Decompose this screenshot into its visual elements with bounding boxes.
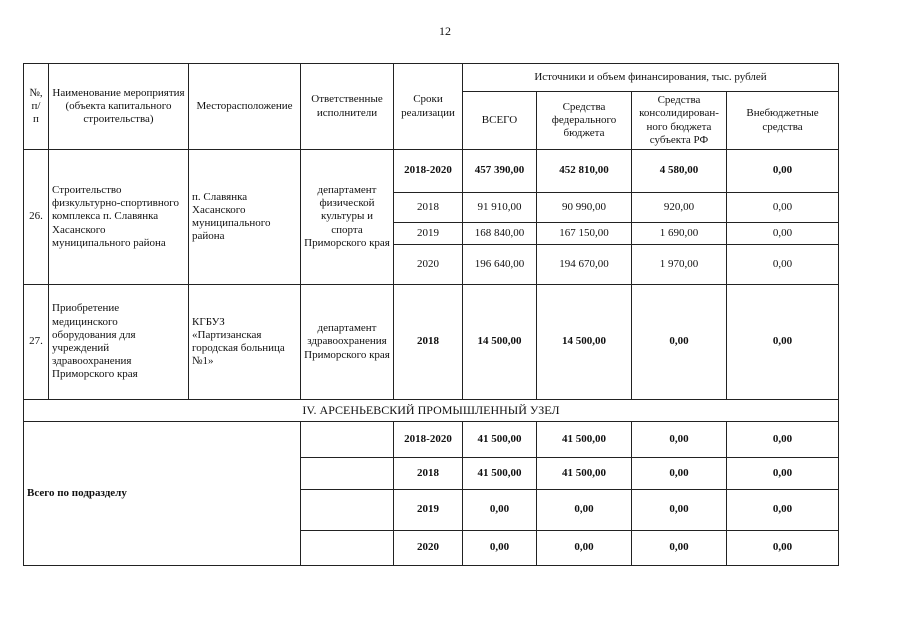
subtotal-consolidated: 0,00 [632, 531, 727, 566]
subtotal-total: 0,00 [463, 531, 537, 566]
subtotal-federal: 0,00 [537, 531, 632, 566]
subtotal-federal: 0,00 [537, 490, 632, 531]
row-federal: 194 670,00 [537, 245, 632, 285]
subtotal-extra: 0,00 [727, 531, 839, 566]
header-name: Наименование мероприятия (объекта капитального строительства) [49, 64, 189, 150]
subtotal-consolidated: 0,00 [632, 458, 727, 490]
row-total: 168 840,00 [463, 223, 537, 245]
row-total: 91 910,00 [463, 193, 537, 223]
row-num: 26. [24, 150, 49, 285]
row-period: 2020 [394, 245, 463, 285]
row-extra: 0,00 [727, 193, 839, 223]
row-period: 2019 [394, 223, 463, 245]
row-period: 2018 [394, 285, 463, 400]
row-consolidated: 1 690,00 [632, 223, 727, 245]
subtotal-extra: 0,00 [727, 458, 839, 490]
subtotal-label: Всего по подразделу [24, 422, 301, 566]
row-extra: 0,00 [727, 245, 839, 285]
row-name: Приобретение медицинского оборудования для учреждений здравоохранения Приморского края [49, 285, 189, 400]
header-federal: Средства федерального бюджета [537, 92, 632, 150]
section-title: IV. АРСЕНЬЕВСКИЙ ПРОМЫШЛЕННЫЙ УЗЕЛ [24, 400, 839, 422]
section-row [24, 400, 839, 422]
header-responsible: Ответственные исполнители [301, 64, 394, 150]
subtotal-consolidated: 0,00 [632, 422, 727, 458]
subtotal-extra: 0,00 [727, 490, 839, 531]
row-total: 196 640,00 [463, 245, 537, 285]
row-federal: 14 500,00 [537, 285, 632, 400]
subtotal-period: 2018-2020 [394, 422, 463, 458]
subtotal-extra: 0,00 [727, 422, 839, 458]
subtotal-total: 41 500,00 [463, 458, 537, 490]
subtotal-period: 2018 [394, 458, 463, 490]
header-period: Сроки реализации [394, 64, 463, 150]
header-location: Месторасположение [189, 64, 301, 150]
row-federal: 167 150,00 [537, 223, 632, 245]
row-responsible: департамент физической культуры и спорта Приморского края [301, 150, 394, 285]
table-row [24, 150, 839, 193]
subtotal-federal: 41 500,00 [537, 422, 632, 458]
header-row-1 [24, 64, 839, 92]
row-consolidated: 920,00 [632, 193, 727, 223]
subtotal-total: 41 500,00 [463, 422, 537, 458]
row-extra: 0,00 [727, 223, 839, 245]
page-number: 12 [439, 24, 451, 38]
subtotal-empty-cell [301, 458, 394, 490]
subtotal-empty-cell [301, 490, 394, 531]
row-extra: 0,00 [727, 285, 839, 400]
row-responsible: департамент здравоохранения Приморского края [301, 285, 394, 400]
row-period: 2018-2020 [394, 150, 463, 193]
table-row [24, 285, 839, 400]
header-total: ВСЕГО [463, 92, 537, 150]
subtotal-consolidated: 0,00 [632, 490, 727, 531]
row-consolidated: 0,00 [632, 285, 727, 400]
row-consolidated: 1 970,00 [632, 245, 727, 285]
header-num: №, п/ п [24, 64, 49, 150]
subtotal-empty-cell [301, 531, 394, 566]
row-name: Строительство физкультурно-спортивного комплекса п. Славянка Хасанского муниципального района [49, 150, 189, 285]
row-federal: 452 810,00 [537, 150, 632, 193]
row-location: КГБУЗ «Партизанская городская больница №1» [189, 285, 301, 400]
financing-table [23, 63, 839, 566]
row-location: п. Славянка Хасанского муниципального района [189, 150, 301, 285]
subtotal-period: 2020 [394, 531, 463, 566]
row-extra: 0,00 [727, 150, 839, 193]
row-total: 14 500,00 [463, 285, 537, 400]
subtotal-row [24, 422, 839, 458]
row-period: 2018 [394, 193, 463, 223]
subtotal-total: 0,00 [463, 490, 537, 531]
row-federal: 90 990,00 [537, 193, 632, 223]
row-num: 27. [24, 285, 49, 400]
header-sources: Источники и объем финансирования, тыс. рублей [463, 64, 839, 92]
header-extra: Внебюджетные средства [727, 92, 839, 150]
row-total: 457 390,00 [463, 150, 537, 193]
subtotal-empty-cell [301, 422, 394, 458]
subtotal-period: 2019 [394, 490, 463, 531]
subtotal-federal: 41 500,00 [537, 458, 632, 490]
header-consolidated: Средства консолидирован-ного бюджета субъекта РФ [632, 92, 727, 150]
row-consolidated: 4 580,00 [632, 150, 727, 193]
